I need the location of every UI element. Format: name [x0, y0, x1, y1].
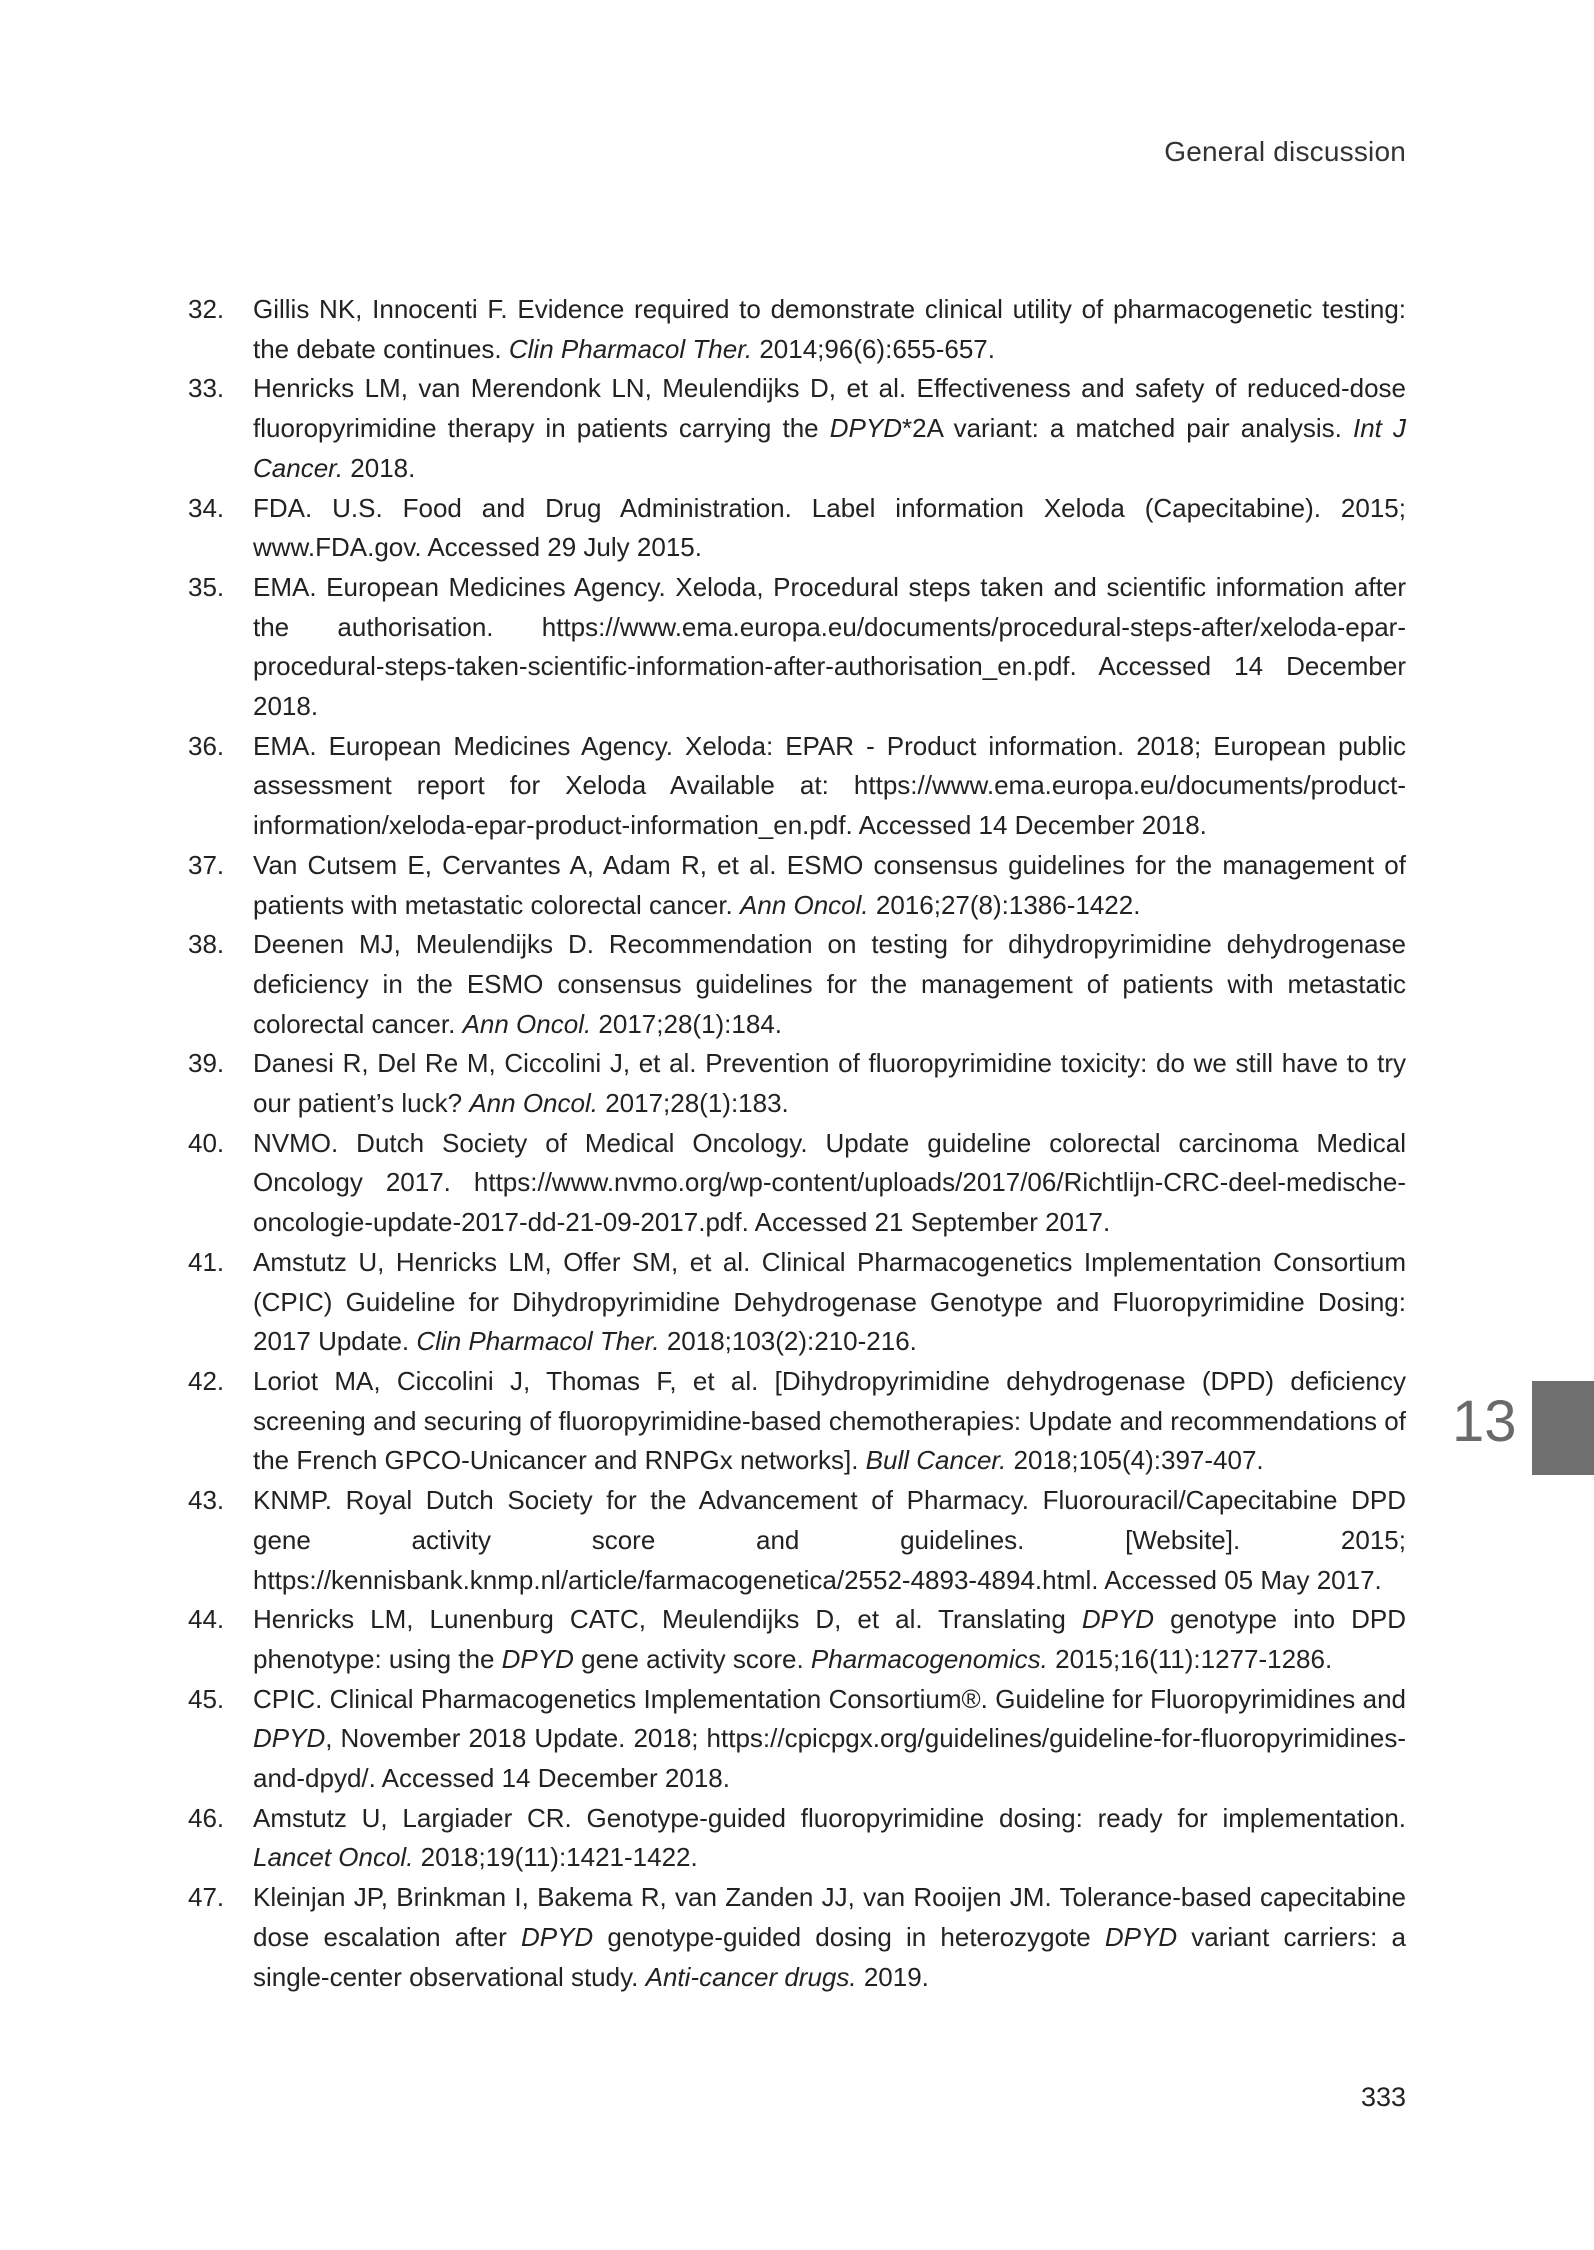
reference-segment: Van Cutsem E, Cervantes A, Adam R, et al. ESMO consensus guidelines for the management of patients with metastatic colorectal cancer. — [253, 849, 1406, 920]
reference-segment: KNMP. Royal Dutch Society for the Advancement of Pharmacy. Fluorouracil/Capecitabine DPD gene activity score and guidelines. [Website]. 2015; https://kennisbank.knmp.nl/article/farmacogenetica/2552-4893-4894.html. Accessed 05 May 2017. — [253, 1485, 1406, 1595]
reference-italic-segment: Ann Oncol. — [740, 889, 869, 920]
reference-segment: 2014;96(6):655-657. — [752, 333, 995, 364]
reference-italic-segment: DPYD — [520, 1921, 594, 1952]
reference-italic-segment: Ann Oncol. — [462, 1008, 592, 1039]
reference-segment: , November 2018 Update. 2018; https://cpicpgx.org/guidelines/guideline-for-fluoropyrimidines-and-dpyd/. Accessed 14 December 2018. — [253, 1723, 1406, 1794]
reference-text — [253, 1799, 1406, 1878]
reference-segment: variant carriers: a single-center observational study. — [253, 1921, 1406, 1992]
reference-number: 45. — [188, 1683, 225, 1714]
reference-item — [180, 1124, 1406, 1243]
reference-text — [253, 1362, 1406, 1481]
chapter-number: 13 — [1452, 1389, 1517, 1454]
reference-number: 46. — [188, 1802, 225, 1833]
reference-item — [180, 727, 1406, 846]
reference-number: 32. — [188, 294, 225, 324]
reference-text — [253, 1124, 1406, 1243]
reference-segment: Gillis NK, Innocenti F. Evidence required to demonstrate clinical utility of pharmacogenetic testing: the debate continues. — [253, 294, 1406, 364]
reference-list — [180, 290, 1406, 1997]
reference-item — [180, 1680, 1406, 1799]
reference-item — [180, 1044, 1406, 1123]
reference-number: 36. — [188, 730, 225, 761]
reference-text — [253, 369, 1406, 488]
reference-number: 44. — [188, 1604, 225, 1635]
reference-text — [253, 925, 1406, 1044]
reference-text — [253, 568, 1406, 727]
reference-text — [253, 1481, 1406, 1600]
reference-number: 43. — [188, 1485, 225, 1516]
reference-text — [253, 1600, 1406, 1679]
reference-number: 42. — [188, 1365, 225, 1396]
reference-segment: Amstutz U, Henricks LM, Offer SM, et al. Clinical Pharmacogenetics Implementation Consortium (CPIC) Guideline for Dihydropyrimidine Dehydrogenase Genotype and Fluoropyrimidine Dosing: 2017 Update. — [253, 1246, 1406, 1357]
reference-italic-segment: Bull Cancer. — [865, 1445, 1007, 1476]
reference-text — [253, 489, 1406, 568]
reference-italic-segment: Clin Pharmacol Ther. — [416, 1326, 660, 1357]
reference-text — [253, 1044, 1406, 1123]
reference-segment: 2018;19(11):1421-1422. — [413, 1842, 698, 1873]
reference-item — [180, 369, 1406, 488]
reference-italic-segment: Int J Cancer. — [253, 413, 1407, 483]
reference-segment: 2017;28(1):183. — [597, 1088, 789, 1119]
reference-italic-segment: Ann Oncol. — [469, 1088, 598, 1119]
reference-italic-segment: Lancet Oncol. — [253, 1842, 414, 1873]
reference-segment: Kleinjan JP, Brinkman I, Bakema R, van Zanden JJ, van Rooijen JM. Tolerance-based capecitabine dose escalation after — [253, 1882, 1406, 1952]
running-head-title: General discussion — [1164, 136, 1406, 167]
reference-segment: 2018;103(2):210-216. — [659, 1326, 917, 1357]
reference-segment: 2016;27(8):1386-1422. — [868, 889, 1141, 920]
page-number: 333 — [1360, 2082, 1406, 2112]
reference-italic-segment: DPYD — [829, 413, 902, 444]
reference-item — [180, 1243, 1406, 1362]
reference-segment: Henricks LM, van Merendonk LN, Meulendijks D, et al. Effectiveness and safety of reduced-dose fluoropyrimidine therapy in patients carrying the — [253, 373, 1406, 444]
reference-segment: CPIC. Clinical Pharmacogenetics Implementation Consortium®. Guideline for Fluoropyrimidines and — [253, 1683, 1406, 1714]
reference-text — [253, 1680, 1406, 1799]
reference-number: 35. — [188, 571, 225, 602]
reference-segment: genotype into DPD phenotype: using the — [253, 1604, 1407, 1674]
reference-number: 38. — [188, 929, 225, 960]
reference-italic-segment: DPYD — [1081, 1604, 1155, 1635]
reference-item — [180, 568, 1406, 727]
reference-text — [253, 1878, 1406, 1997]
reference-italic-segment: Clin Pharmacol Ther. — [508, 333, 753, 364]
reference-segment: Deenen MJ, Meulendijks D. Recommendation on testing for dihydropyrimidine dehydrogenase deficiency in the ESMO consensus guidelines for the management of patients with metastatic colorectal cancer. — [253, 929, 1406, 1039]
reference-segment: Henricks LM, Lunenburg CATC, Meulendijks D, et al. Translating — [253, 1604, 1082, 1635]
reference-italic-segment: Anti-cancer drugs. — [645, 1961, 857, 1992]
reference-segment: NVMO. Dutch Society of Medical Oncology. Update guideline colorectal carcinoma Medical Oncology 2017. https://www.nvmo.org/wp-content/uploads/2017/06/Richtlijn-CRC-deel-medische-oncologie-update-2017-dd-21-09-2017.pdf. Accessed 21 September 2017. — [253, 1127, 1406, 1238]
reference-segment: gene activity score. — [573, 1643, 811, 1674]
reference-item — [180, 1600, 1406, 1679]
chapter-thumb-tab — [1532, 1381, 1594, 1475]
reference-italic-segment: Pharmacogenomics. — [810, 1643, 1048, 1674]
reference-item — [180, 1799, 1406, 1878]
reference-segment: Loriot MA, Ciccolini J, Thomas F, et al. [Dihydropyrimidine dehydrogenase (DPD) deficiency screening and securing of fluoropyrimidine-based chemotherapies: Update and recommendations of the French GPCO-Unicancer and RNPGx networks]. — [253, 1365, 1406, 1476]
reference-segment: Amstutz U, Largiader CR. Genotype-guided fluoropyrimidine dosing: ready for implementation. — [253, 1802, 1406, 1833]
reference-number: 40. — [188, 1127, 225, 1158]
reference-segment: EMA. European Medicines Agency. Xeloda: EPAR - Product information. 2018; European public assessment report for Xeloda Available at: https://www.ema.europa.eu/documents/product-information/xeloda-epar-product-information_en.pdf. Accessed 14 December 2018. — [253, 730, 1406, 841]
reference-number: 37. — [188, 849, 225, 880]
reference-segment: 2019. — [856, 1961, 929, 1992]
reference-segment: *2A variant: a matched pair analysis. — [901, 413, 1353, 444]
reference-segment: Danesi R, Del Re M, Ciccolini J, et al. Prevention of fluoropyrimidine toxicity: do we still have to try our patient’s luck? — [253, 1048, 1406, 1119]
reference-item — [180, 1481, 1406, 1600]
reference-segment: 2018. — [343, 452, 416, 483]
reference-text — [253, 1243, 1406, 1362]
reference-number: 41. — [188, 1246, 225, 1277]
reference-number: 34. — [188, 492, 225, 523]
reference-italic-segment: DPYD — [1104, 1921, 1178, 1952]
reference-number: 39. — [188, 1048, 225, 1079]
reference-segment: 2018;105(4):397-407. — [1006, 1445, 1264, 1476]
reference-number: 33. — [188, 373, 225, 404]
reference-segment: FDA. U.S. Food and Drug Administration. Label information Xeloda (Capecitabine). 2015; www.FDA.gov. Accessed 29 July 2015. — [253, 492, 1406, 563]
reference-item — [180, 925, 1406, 1044]
reference-item — [180, 489, 1406, 568]
reference-item — [180, 1878, 1406, 1997]
reference-text — [253, 846, 1406, 925]
reference-segment: EMA. European Medicines Agency. Xeloda, Procedural steps taken and scientific information after the authorisation. https://www.ema.europa.eu/documents/procedural-steps-after/xeloda-epar-procedural-steps-taken-scientific-information-after-authorisation_en.pdf. Accessed 14 December 2018. — [253, 571, 1406, 722]
reference-italic-segment: DPYD — [501, 1643, 574, 1674]
reference-italic-segment: DPYD — [253, 1723, 326, 1754]
reference-text — [253, 290, 1406, 369]
reference-text — [253, 727, 1406, 846]
reference-segment: 2015;16(11):1277-1286. — [1047, 1643, 1333, 1674]
reference-item — [180, 846, 1406, 925]
reference-item — [180, 290, 1406, 369]
reference-segment: genotype-guided dosing in heterozygote — [593, 1921, 1105, 1952]
reference-item — [180, 1362, 1406, 1481]
reference-segment: 2017;28(1):184. — [591, 1008, 783, 1039]
reference-number: 47. — [188, 1882, 225, 1913]
